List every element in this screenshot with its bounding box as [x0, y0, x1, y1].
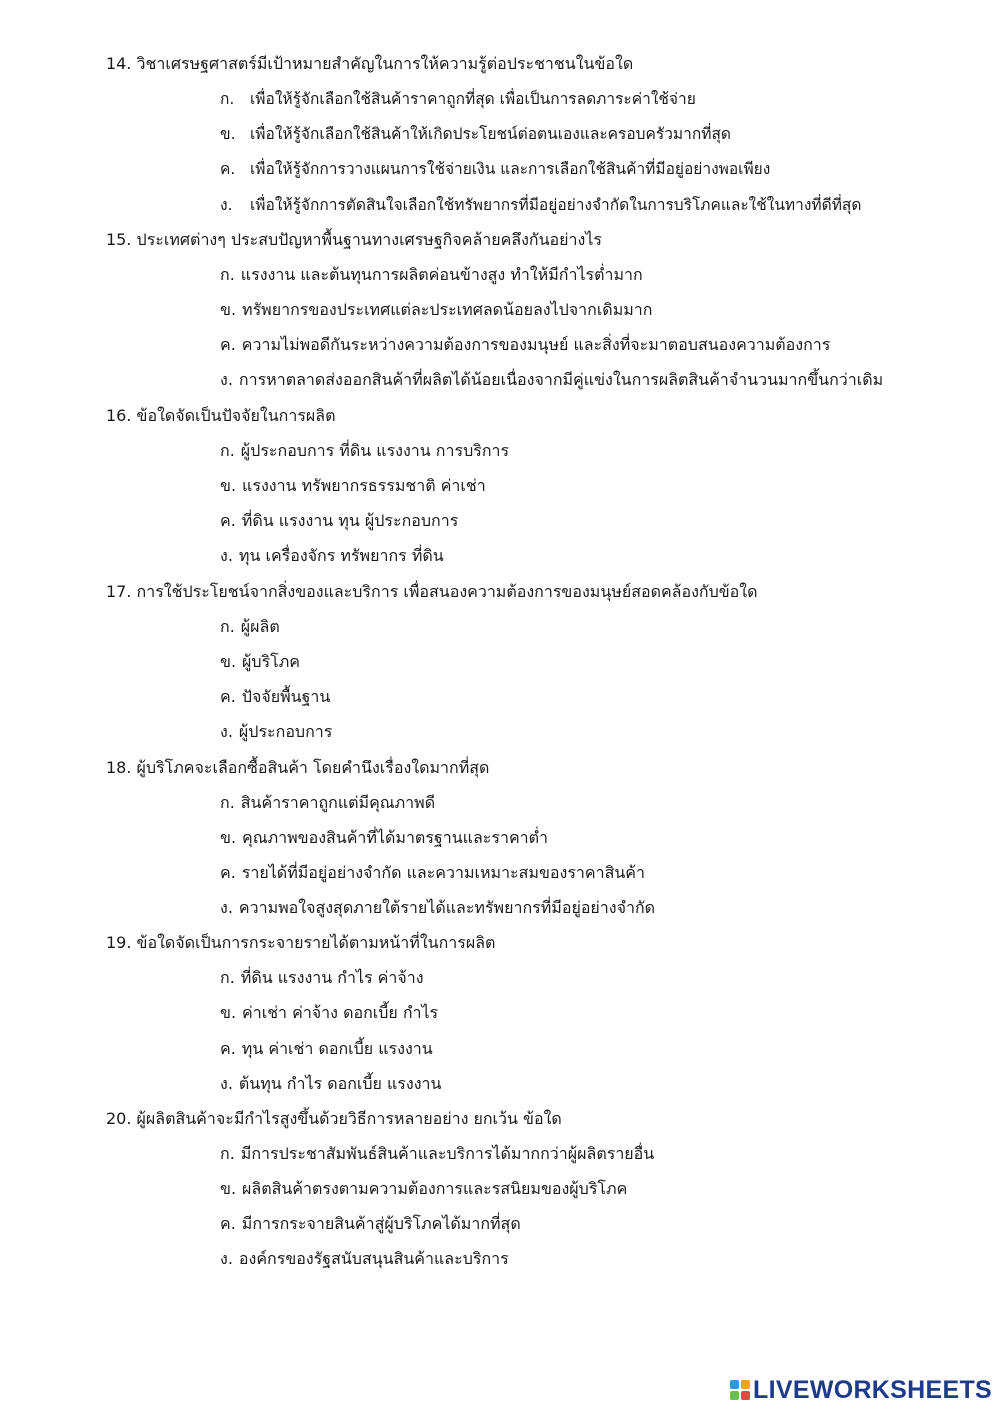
option-text: ที่ดิน แรงงาน กำไร ค่าจ้าง: [240, 968, 424, 987]
option-letter: ง.: [220, 196, 233, 214]
option-letter: ง.: [220, 546, 233, 565]
option-text: มีการประชาสัมพันธ์สินค้าและบริการได้มากกว่าผู้ผลิตรายอื่น: [240, 1144, 655, 1163]
option-a: [220, 1142, 654, 1166]
option-letter: ข.: [220, 652, 237, 671]
question-text: 18. ผู้บริโภคจะเลือกซื้อสินค้า โดยคำนึงเรื่องใดมากที่สุด: [106, 758, 490, 777]
option-letter: ค.: [220, 687, 236, 706]
option-text: ความไม่พอดีกันระหว่างความต้องการของมนุษย์ และสิ่งที่จะมาตอบสนองความต้องการ: [241, 335, 831, 354]
option-letter: ค.: [220, 1039, 236, 1058]
option-a: [220, 615, 280, 639]
option-text: รายได้ที่มีอยู่อย่างจำกัด และความเหมาะสมของราคาสินค้า: [241, 863, 645, 882]
option-c: [220, 1212, 521, 1236]
option-letter: ข.: [220, 476, 237, 495]
question-text: 17. การใช้ประโยชน์จากสิ่งของและบริการ เพื่อสนองความต้องการของมนุษย์สอดคล้องกับข้อใด: [106, 582, 758, 601]
question-text: 14. วิชาเศรษฐศาสตร์มีเป้าหมายสำคัญในการให้ความรู้ต่อประชาชนในข้อใด: [106, 54, 634, 73]
option-text: แรงงาน และต้นทุนการผลิตค่อนข้างสูง ทำให้มีกำไรต่ำมาก: [240, 265, 643, 284]
option-a: [220, 439, 509, 463]
option-letter: ค.: [220, 160, 236, 178]
option-text: ที่ดิน แรงงาน ทุน ผู้ประกอบการ: [241, 511, 459, 530]
option-c: [220, 1037, 433, 1061]
option-c: [220, 333, 830, 357]
option-text: เพื่อให้รู้จักเลือกใช้สินค้าให้เกิดประโยชน์ต่อตนเองและครอบครัวมากที่สุด: [250, 125, 731, 143]
option-letter: ค.: [220, 1214, 236, 1233]
option-letter: ก.: [220, 90, 235, 108]
option-c: [220, 685, 330, 709]
logo-tile: [741, 1380, 750, 1389]
liveworksheets-logo-icon: [730, 1380, 750, 1400]
option-letter: ก.: [220, 617, 235, 636]
option-b: [220, 122, 731, 146]
option-text: ค่าเช่า ค่าจ้าง ดอกเบี้ย กำไร: [242, 1003, 439, 1022]
logo-tile: [730, 1391, 739, 1400]
option-letter: ง.: [220, 722, 233, 741]
option-letter: ง.: [220, 370, 233, 389]
option-text: เพื่อให้รู้จักเลือกใช้สินค้าราคาถูกที่สุด เพื่อเป็นการลดภาระค่าใช้จ่าย: [250, 90, 696, 108]
option-text: ผู้ผลิต: [240, 617, 280, 636]
option-letter: ง.: [220, 898, 233, 917]
option-a: [220, 263, 643, 287]
option-d: [220, 896, 655, 920]
option-letter: ค.: [220, 335, 236, 354]
logo-tile: [730, 1380, 739, 1389]
option-letter: ค.: [220, 511, 236, 530]
question-text: 20. ผู้ผลิตสินค้าจะมีกำไรสูงขึ้นด้วยวิธีการหลายอย่าง ยกเว้น ข้อใด: [106, 1109, 562, 1128]
option-c: [220, 861, 645, 885]
option-letter: ก.: [220, 1144, 235, 1163]
option-text: องค์กรของรัฐสนับสนุนสินค้าและบริการ: [238, 1249, 509, 1268]
liveworksheets-brand[interactable]: [730, 1377, 992, 1403]
option-b: [220, 474, 486, 498]
option-text: ทุน ค่าเช่า ดอกเบี้ย แรงงาน: [241, 1039, 433, 1058]
option-letter: ข.: [220, 125, 236, 143]
question-text: 15. ประเทศต่างๆ ประสบปัญหาพื้นฐานทางเศรษฐกิจคล้ายคลึงกันอย่างไร: [106, 230, 602, 249]
option-d: [220, 1247, 509, 1271]
option-d: [220, 720, 332, 744]
brand-name: LIVEWORKSHEETS: [753, 1375, 992, 1404]
option-letter: ข.: [220, 828, 237, 847]
option-text: แรงงาน ทรัพยากรธรรมชาติ ค่าเช่า: [242, 476, 486, 495]
option-a: [220, 791, 435, 815]
option-letter: ข.: [220, 300, 237, 319]
option-d: [220, 368, 883, 392]
option-letter: ค.: [220, 863, 236, 882]
option-letter: ก.: [220, 968, 235, 987]
option-c: [220, 157, 770, 181]
option-text: ความพอใจสูงสุดภายใต้รายได้และทรัพยากรที่มีอยู่อย่างจำกัด: [238, 898, 656, 917]
option-text: ผู้ประกอบการ: [238, 722, 333, 741]
option-b: [220, 1001, 438, 1025]
option-text: ต้นทุน กำไร ดอกเบี้ย แรงงาน: [238, 1074, 442, 1093]
option-text: ผู้บริโภค: [242, 652, 300, 671]
option-text: สินค้าราคาถูกแต่มีคุณภาพดี: [240, 793, 436, 812]
question-text: 16. ข้อใดจัดเป็นปัจจัยในการผลิต: [106, 406, 336, 425]
option-b: [220, 826, 548, 850]
option-text: ผู้ประกอบการ ที่ดิน แรงงาน การบริการ: [240, 441, 510, 460]
option-b: [220, 298, 652, 322]
option-text: ผลิตสินค้าตรงตามความต้องการและรสนิยมของผู้บริโภค: [242, 1179, 628, 1198]
question-text: 19. ข้อใดจัดเป็นการกระจายรายได้ตามหน้าที่ในการผลิต: [106, 933, 496, 952]
option-b: [220, 650, 300, 674]
option-text: ปัจจัยพื้นฐาน: [241, 687, 331, 706]
option-letter: ก.: [220, 265, 235, 284]
option-d: [220, 193, 861, 217]
option-text: การหาตลาดส่งออกสินค้าที่ผลิตได้น้อยเนื่องจากมีคู่แข่งในการผลิตสินค้าจำนวนมากขึ้นกว่าเดิม: [238, 370, 884, 389]
option-text: ทรัพยากรของประเทศแต่ละประเทศลดน้อยลงไปจากเดิมมาก: [242, 300, 653, 319]
option-d: [220, 544, 444, 568]
option-text: มีการกระจายสินค้าสู่ผู้บริโภคได้มากที่สุด: [241, 1214, 521, 1233]
option-a: [220, 966, 424, 990]
option-c: [220, 509, 458, 533]
option-text: ทุน เครื่องจักร ทรัพยากร ที่ดิน: [238, 546, 444, 565]
option-letter: ก.: [220, 441, 235, 460]
logo-tile: [741, 1391, 750, 1400]
option-letter: ง.: [220, 1074, 233, 1093]
option-letter: ข.: [220, 1179, 237, 1198]
option-text: เพื่อให้รู้จักการวางแผนการใช้จ่ายเงิน และการเลือกใช้สินค้าที่มีอยู่อย่างพอเพียง: [250, 160, 771, 178]
option-letter: ง.: [220, 1249, 233, 1268]
option-d: [220, 1072, 441, 1096]
option-letter: ก.: [220, 793, 235, 812]
option-b: [220, 1177, 627, 1201]
option-letter: ข.: [220, 1003, 237, 1022]
option-a: [220, 87, 696, 111]
option-text: เพื่อให้รู้จักการตัดสินใจเลือกใช้ทรัพยากรที่มีอยู่อย่างจำกัดในการบริโภคและใช้ในทางที่ดีที่สุด: [250, 196, 862, 214]
option-text: คุณภาพของสินค้าที่ได้มาตรฐานและราคาต่ำ: [242, 828, 549, 847]
